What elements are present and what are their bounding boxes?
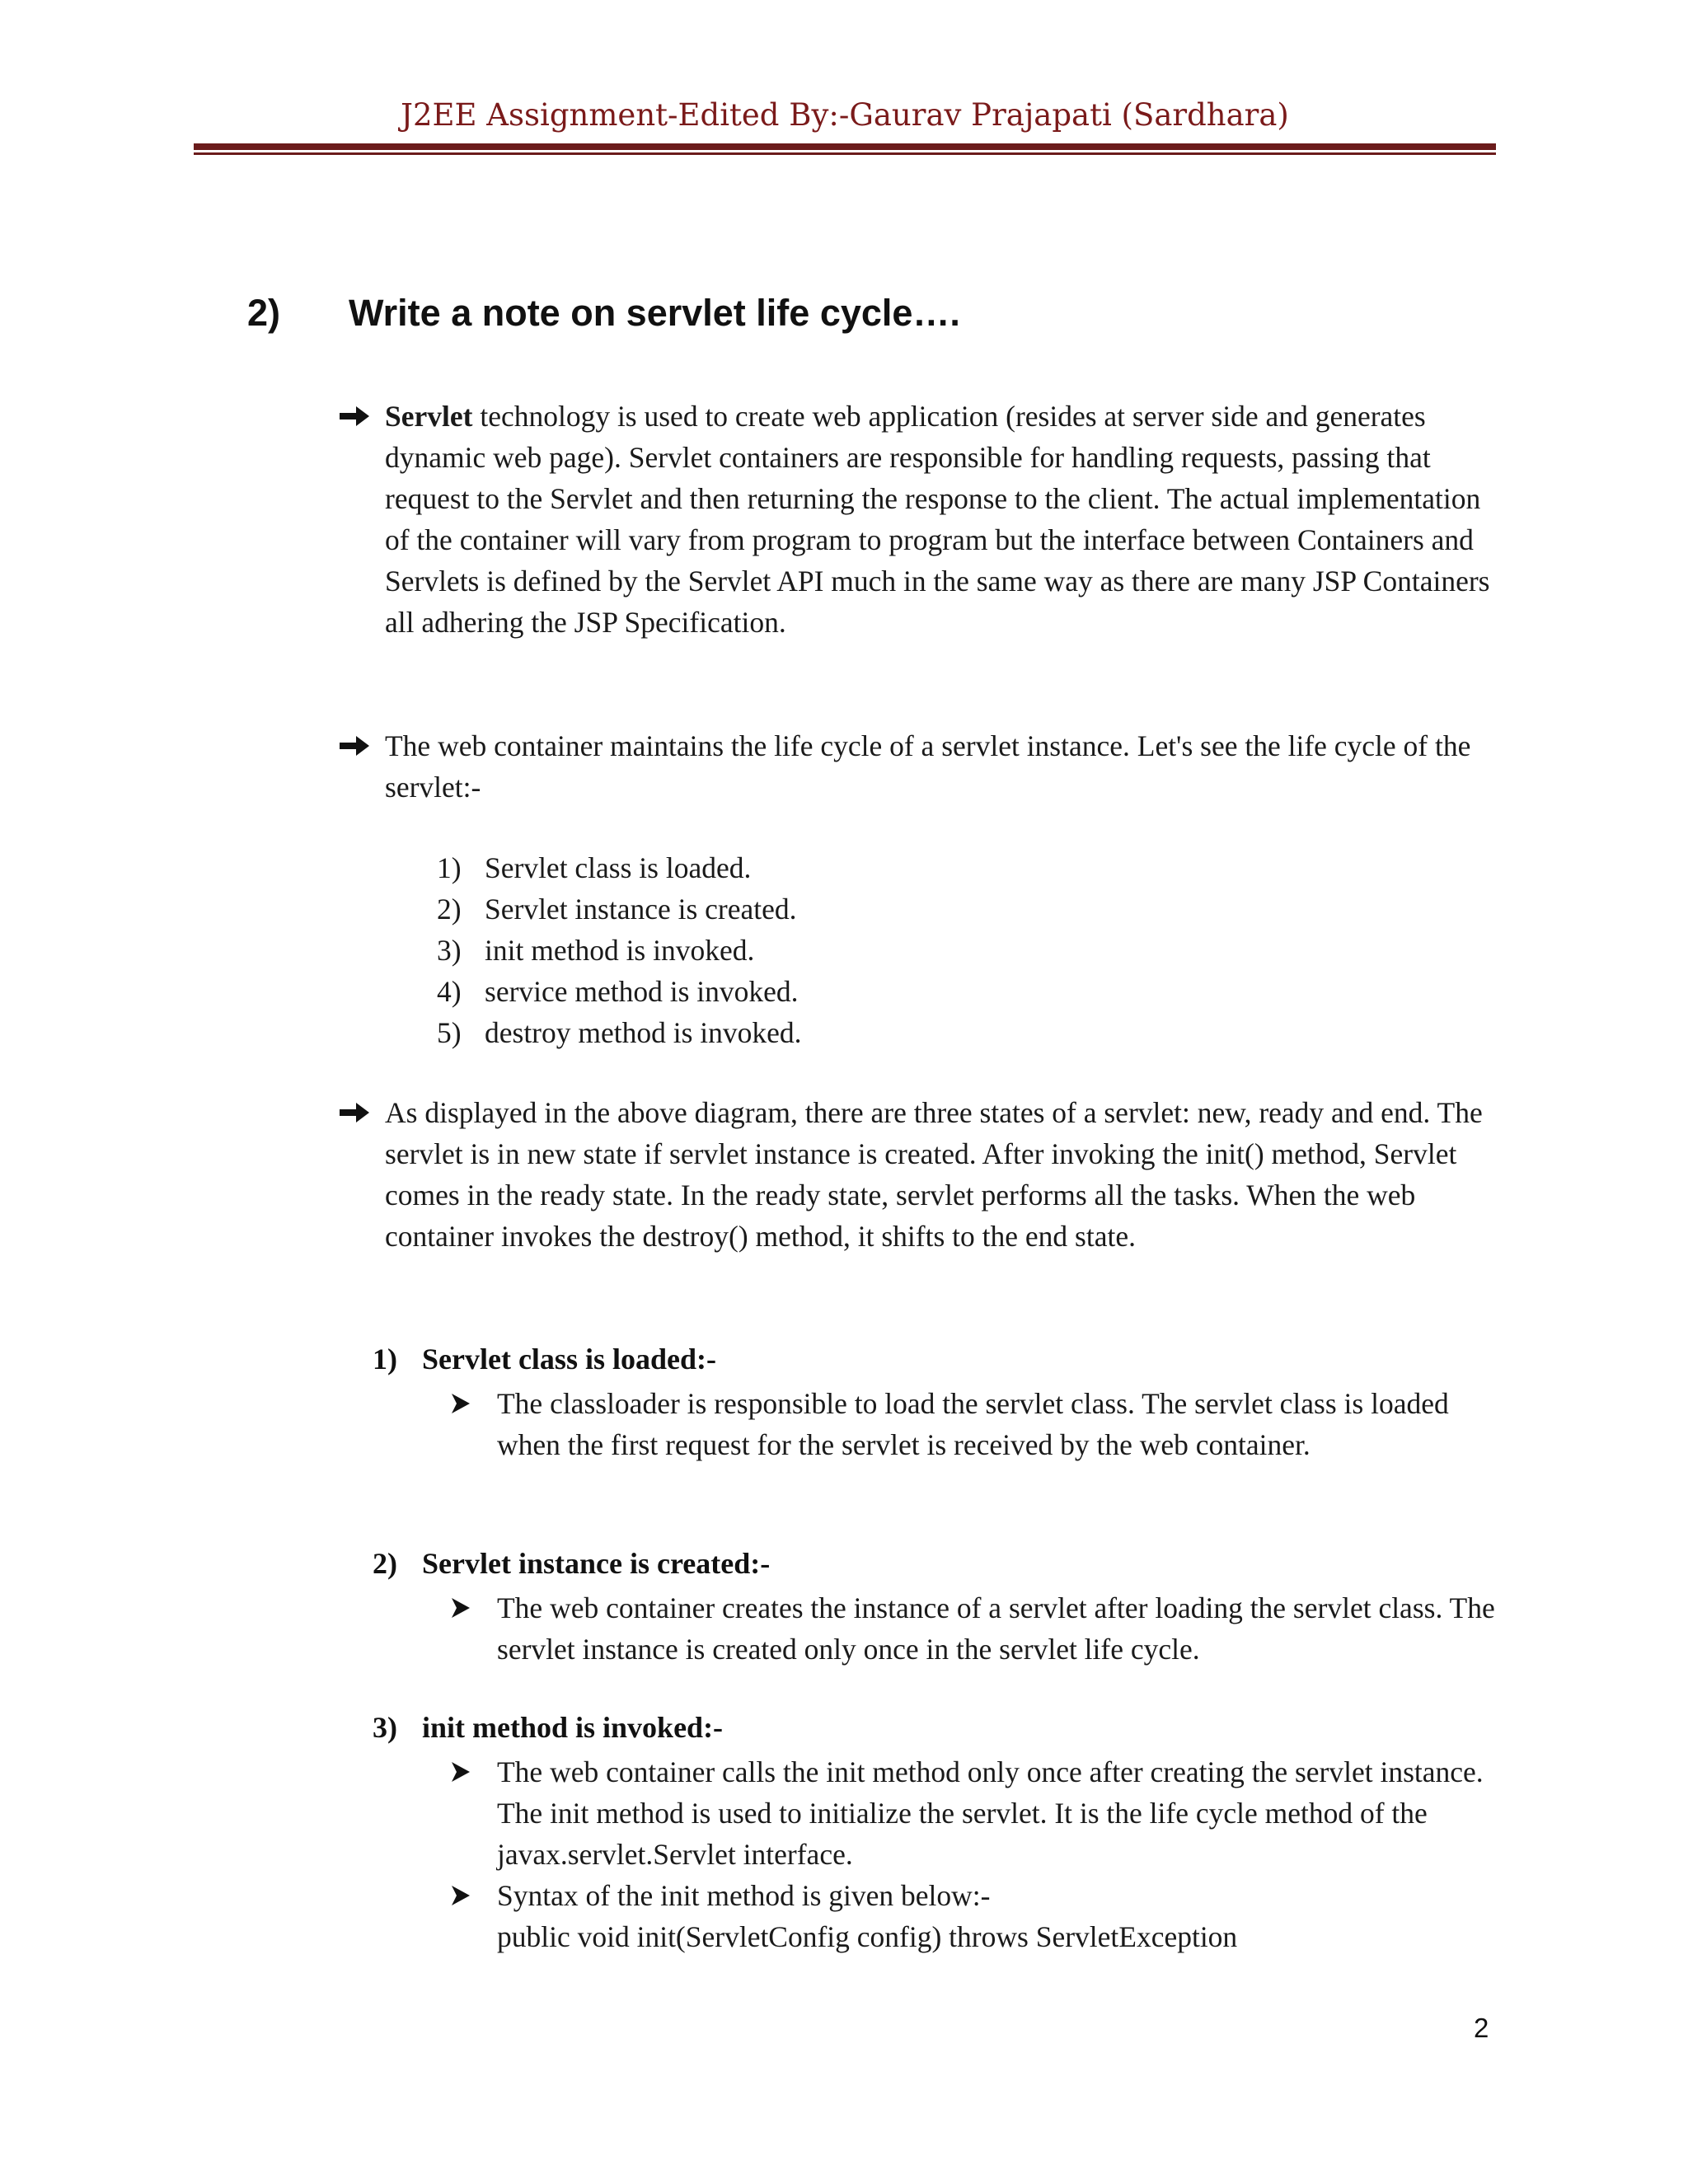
triangle-bullet-icon: [449, 1391, 472, 1416]
section-heading: [373, 1546, 770, 1581]
step-number: 2): [437, 893, 462, 926]
section-number: 1): [373, 1343, 397, 1376]
step-number: 5): [437, 1016, 462, 1049]
section-title: Servlet instance is created:-: [422, 1547, 771, 1580]
triangle-bullet-icon: [449, 1760, 472, 1784]
section-point: The classloader is responsible to load the servlet class. The servlet class is loaded when the first request for the servlet is received by the web container.: [497, 1387, 1449, 1461]
right-arrow-icon: [338, 733, 371, 758]
step-number: 1): [437, 851, 462, 884]
intro-paragraph: [385, 396, 1506, 643]
right-arrow-icon: [338, 404, 371, 429]
section-point: Syntax of the init method is given below:-: [497, 1879, 991, 1912]
section-point: The web container creates the instance of a servlet after loading the servlet class. The servlet instance is created only once in the servlet life cycle.: [497, 1591, 1495, 1666]
step-text: destroy method is invoked.: [485, 1016, 802, 1049]
section-heading: [373, 1710, 723, 1745]
question-number: 2): [247, 292, 281, 334]
triangle-bullet-icon: [449, 1883, 472, 1908]
header-rule-thick: [194, 143, 1496, 150]
right-arrow-icon: [338, 1100, 371, 1125]
step-number: 3): [437, 934, 462, 967]
intro-text: technology is used to create web application (resides at server side and generates dynamic web page). Servlet containers are responsible for handling requests, passing that request to the Servlet and then returning the response to the client. The actual implementation of the container will vary from program to program but the interface between Containers and Servlets is defined by the Servlet API much in the same way as there are many JSP Containers all adhering the JSP Specification.: [385, 400, 1490, 639]
section-heading: [373, 1342, 716, 1376]
section-title: Servlet class is loaded:-: [422, 1343, 716, 1376]
step-number: 4): [437, 975, 462, 1008]
step-text: Servlet instance is created.: [485, 893, 797, 926]
triangle-bullet-icon: [449, 1596, 472, 1620]
header-rule-thin: [194, 152, 1496, 155]
question-title: Write a note on servlet life cycle….: [349, 292, 960, 334]
intro-bold-lead: Servlet: [385, 400, 473, 433]
states-paragraph: As displayed in the above diagram, there are three states of a servlet: new, ready and end. The servlet is in new state if servlet instance is created. After invoking the init() method, Servlet comes in the ready state. In the ready state, servlet performs all the tasks. When the web container invokes the destroy() method, it shifts to the end state.: [385, 1096, 1483, 1253]
section-number: 3): [373, 1711, 397, 1744]
step-text: Servlet class is loaded.: [485, 851, 752, 884]
page-number: 2: [1474, 2013, 1489, 2043]
section-title: init method is invoked:-: [422, 1711, 724, 1744]
section-number: 2): [373, 1547, 397, 1580]
lifecycle-intro-paragraph: The web container maintains the life cycle of a servlet instance. Let's see the life cycle of the servlet:-: [385, 729, 1471, 804]
header-title: J2EE Assignment-Edited By:-Gaurav Prajapati (Sardhara): [401, 97, 1289, 133]
section-point: The web container calls the init method only once after creating the servlet instance. The init method is used to initialize the servlet. It is the life cycle method of the javax.servlet.Servlet interface.: [497, 1755, 1484, 1871]
step-text: service method is invoked.: [485, 975, 799, 1008]
step-text: init method is invoked.: [485, 934, 755, 967]
code-syntax-line: public void init(ServletConfig config) throws ServletException: [497, 1920, 1238, 1953]
